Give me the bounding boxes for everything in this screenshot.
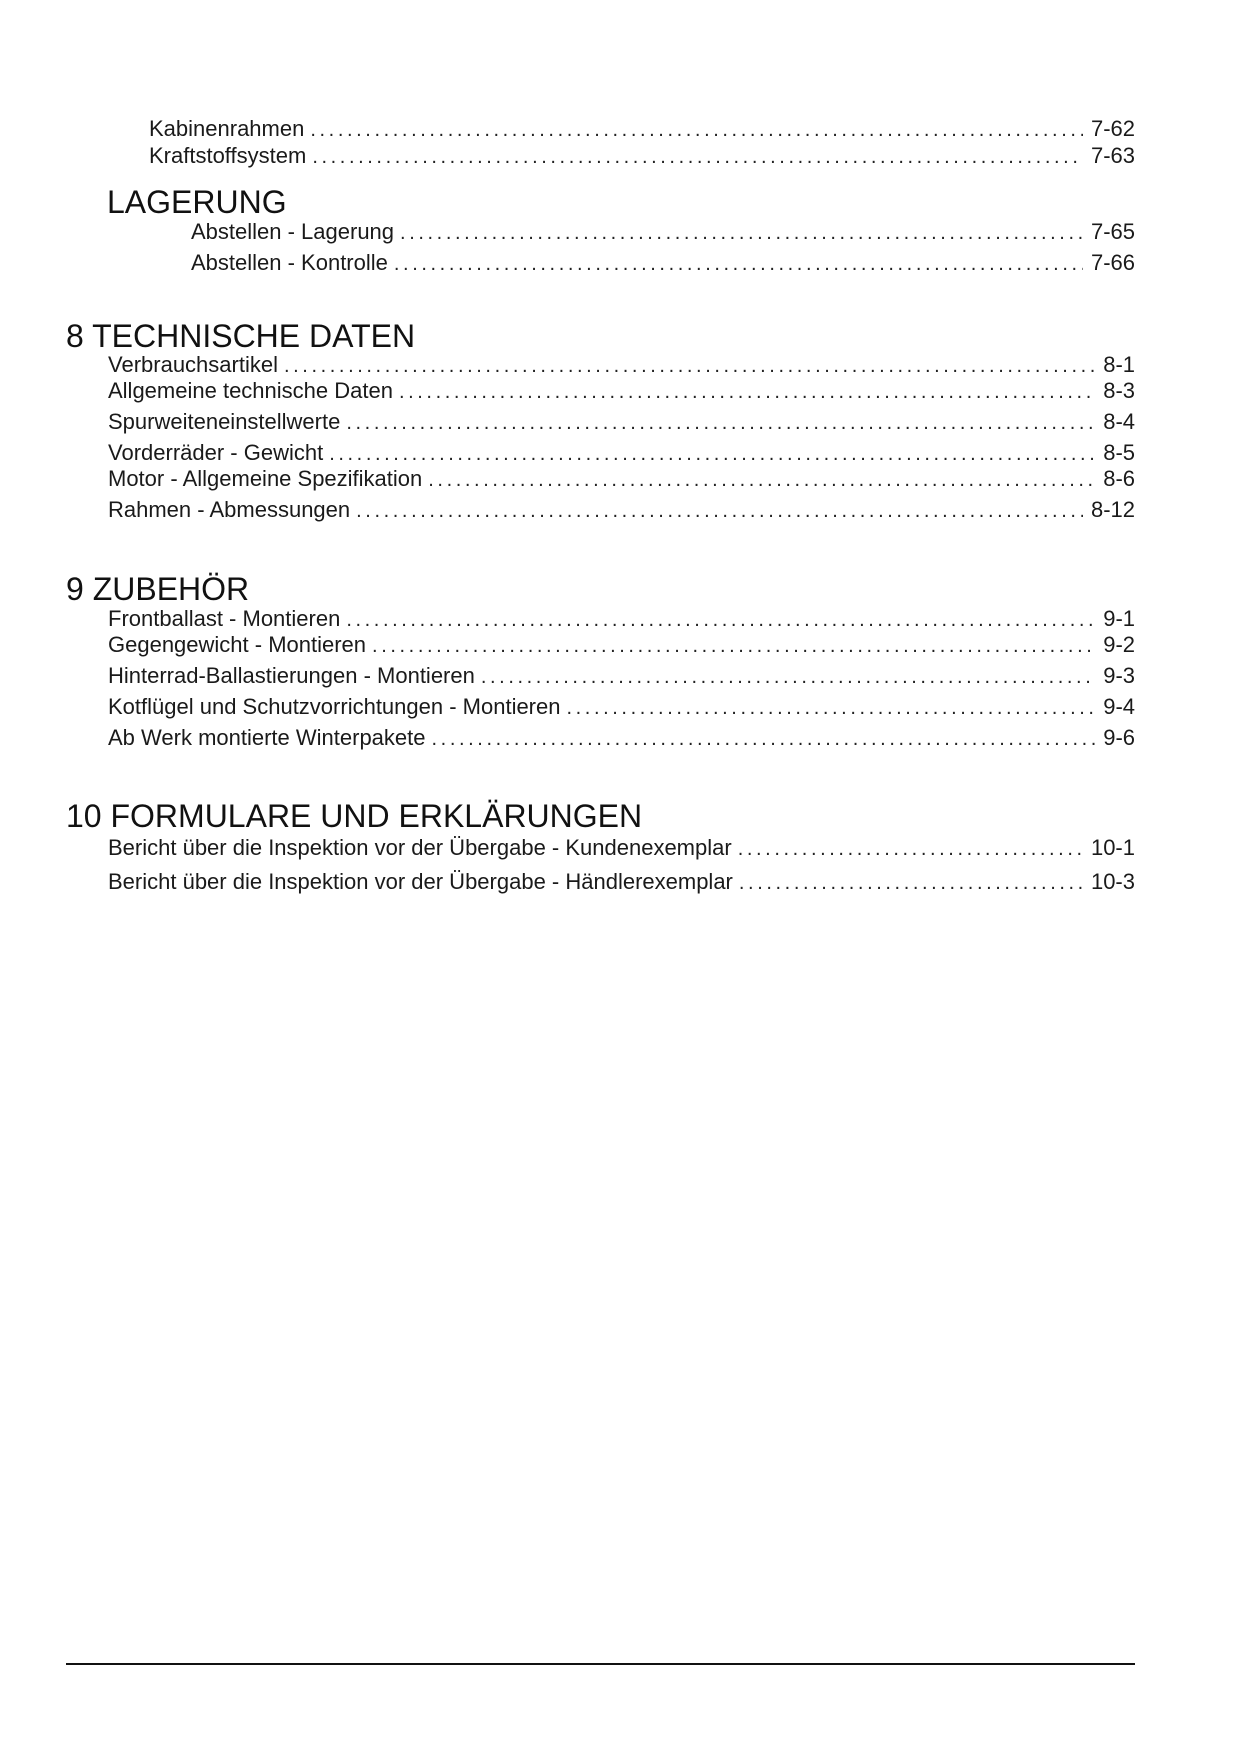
toc-entry-label: Abstellen - Kontrolle <box>191 250 388 275</box>
toc-entry-page: 9-1 <box>1103 606 1135 631</box>
leader-dots <box>400 220 1083 246</box>
leader-dots <box>432 726 1096 752</box>
toc-entry[interactable] <box>108 378 1135 405</box>
toc-entry[interactable] <box>108 409 1135 436</box>
footer-rule <box>66 1663 1135 1665</box>
chapter-heading-9[interactable]: 9 ZUBEHÖR <box>66 571 250 607</box>
toc-entry[interactable] <box>108 835 1135 862</box>
toc-entry-label: Ab Werk montierte Winterpakete <box>108 725 426 750</box>
toc-entry[interactable] <box>191 219 1135 246</box>
toc-entry-page: 9-6 <box>1103 725 1135 750</box>
leader-dots <box>738 836 1083 862</box>
toc-entry-label: Kabinenrahmen <box>149 116 305 141</box>
toc-entry-label: Kraftstoffsystem <box>149 143 307 168</box>
chapter-heading-8[interactable]: 8 TECHNISCHE DATEN <box>66 318 416 354</box>
leader-dots <box>284 353 1095 379</box>
toc-entry-page: 7-66 <box>1090 250 1135 275</box>
toc-entry[interactable] <box>108 663 1135 690</box>
leader-dots <box>372 633 1095 659</box>
leader-dots <box>428 467 1095 493</box>
toc-entry-label: Abstellen - Lagerung <box>191 219 395 244</box>
toc-entry[interactable] <box>108 869 1135 896</box>
leader-dots <box>356 498 1083 524</box>
leader-dots <box>346 410 1095 436</box>
toc-entry[interactable] <box>108 606 1135 633</box>
toc-entry-label: Motor - Allgemeine Spezifikation <box>108 466 423 491</box>
leader-dots <box>481 664 1095 690</box>
toc-entry-page: 9-3 <box>1103 663 1135 688</box>
toc-entry-page: 8-4 <box>1103 409 1135 434</box>
toc-entry-label: Vorderräder - Gewicht <box>108 440 324 465</box>
section-heading-lagerung[interactable]: LAGERUNG <box>107 184 287 220</box>
toc-entry-page: 7-62 <box>1090 116 1135 141</box>
toc-entry-page: 9-2 <box>1103 632 1135 657</box>
toc-entry-label: Bericht über die Inspektion vor der Übergabe - Kundenexemplar <box>108 835 732 860</box>
toc-entry-page: 8-1 <box>1103 352 1135 377</box>
leader-dots <box>329 441 1095 467</box>
toc-entry[interactable] <box>149 143 1135 170</box>
toc-entry[interactable] <box>108 466 1135 493</box>
chapter-heading-10[interactable]: 10 FORMULARE UND ERKLÄRUNGEN <box>66 798 643 834</box>
toc-entry-label: Verbrauchsartikel <box>108 352 278 377</box>
toc-entry-page: 8-12 <box>1090 497 1135 522</box>
toc-entry-label: Frontballast - Montieren <box>108 606 341 631</box>
toc-entry-page: 10-3 <box>1090 869 1135 894</box>
toc-entry[interactable] <box>108 725 1135 752</box>
toc-entry-label: Allgemeine technische Daten <box>108 378 393 403</box>
toc-entry-label: Gegengewicht - Montieren <box>108 632 367 657</box>
toc-entry-label: Kotflügel und Schutzvorrichtungen - Montieren <box>108 694 561 719</box>
leader-dots <box>739 870 1083 896</box>
leader-dots <box>566 695 1095 721</box>
toc-entry-page: 10-1 <box>1090 835 1135 860</box>
toc-entry-page: 7-65 <box>1090 219 1135 244</box>
toc-entry[interactable] <box>108 694 1135 721</box>
leader-dots <box>312 144 1083 170</box>
toc-entry-page: 8-6 <box>1103 466 1135 491</box>
toc-entry-label: Bericht über die Inspektion vor der Übergabe - Händlerexemplar <box>108 869 733 894</box>
toc-entry[interactable] <box>108 632 1135 659</box>
toc-entry-label: Spurweiteneinstellwerte <box>108 409 341 434</box>
leader-dots <box>310 117 1083 143</box>
toc-entry-page: 7-63 <box>1090 143 1135 168</box>
toc-entry-label: Hinterrad-Ballastierungen - Montieren <box>108 663 475 688</box>
toc-entry[interactable] <box>191 250 1135 277</box>
leader-dots <box>399 379 1095 405</box>
toc-entry[interactable] <box>108 440 1135 467</box>
leader-dots <box>394 251 1083 277</box>
toc-entry[interactable] <box>108 497 1135 524</box>
toc-entry[interactable] <box>108 352 1135 379</box>
toc-entry-page: 8-5 <box>1103 440 1135 465</box>
leader-dots <box>346 607 1095 633</box>
toc-entry-label: Rahmen - Abmessungen <box>108 497 351 522</box>
toc-entry-page: 9-4 <box>1103 694 1135 719</box>
toc-entry[interactable] <box>149 116 1135 143</box>
toc-entry-page: 8-3 <box>1103 378 1135 403</box>
